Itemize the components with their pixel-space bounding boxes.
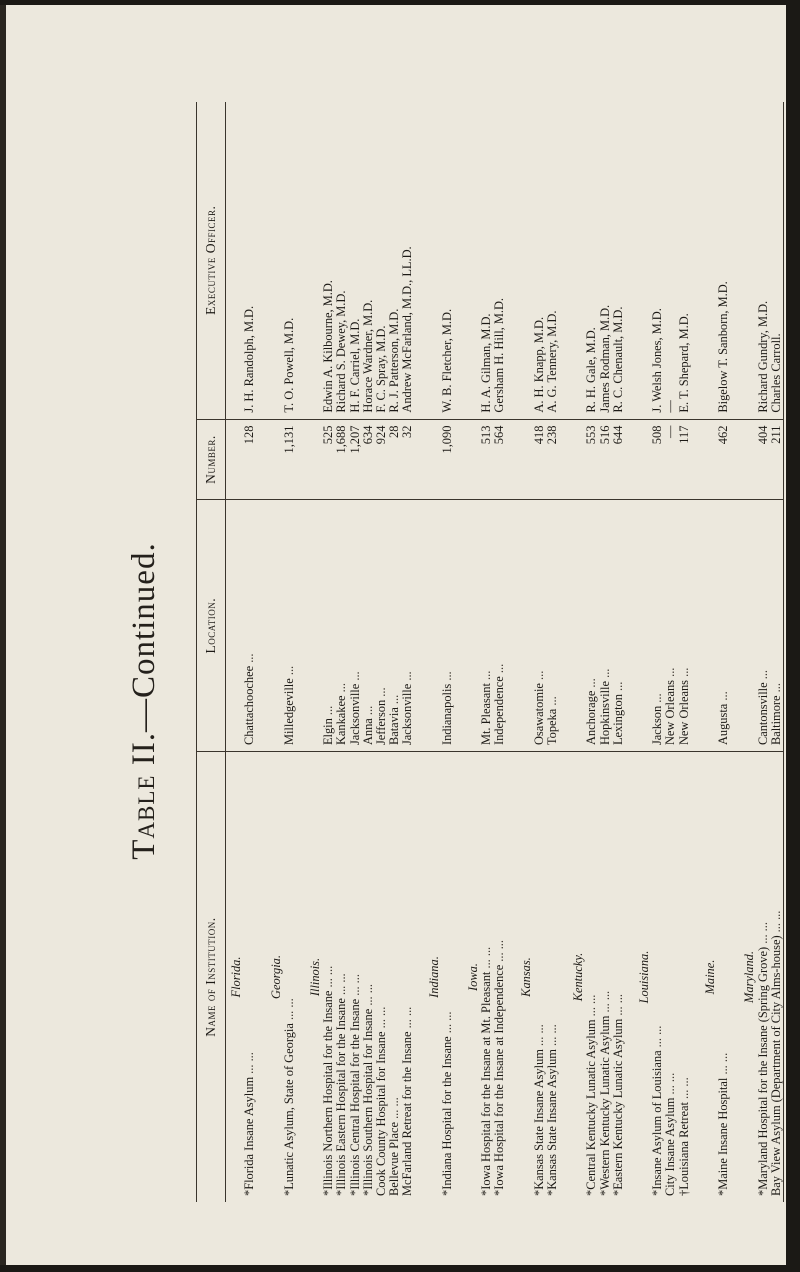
state-heading-row: [516, 102, 533, 1202]
number-cell: 564: [493, 419, 506, 500]
officer-spacer: [424, 102, 441, 419]
number-cell: 462: [717, 419, 730, 500]
location-cell: [441, 500, 454, 752]
location-spacer: [305, 500, 322, 752]
state-heading-row: [700, 102, 717, 1202]
dot-leader: ... ...: [610, 993, 625, 1016]
officer-cell: Horace Wardner, M.D.: [362, 102, 375, 419]
state-heading: Kansas.: [518, 957, 533, 997]
number-cell: 1,131: [283, 419, 296, 500]
dot-leader: ... ...: [360, 983, 375, 1006]
dot-leader: ...: [492, 663, 507, 674]
location-spacer: [634, 500, 651, 752]
gap-cell: [625, 102, 634, 419]
officer-cell: Bigelow T. Sanborn, M.D.: [717, 102, 730, 419]
group-gap: [257, 102, 266, 1202]
dot-leader: ...: [531, 670, 546, 680]
group-gap: [415, 102, 424, 1202]
dot-leader: ... ...: [584, 994, 599, 1017]
gap-cell: [559, 102, 568, 419]
location-name: Elgin: [321, 718, 336, 746]
dot-leader: ... ...: [492, 940, 507, 962]
institution-name: *Iowa Hospital for the Insane at Mt. Pleasant: [479, 971, 494, 1196]
location-name: Jefferson: [374, 699, 389, 746]
gap-cell: [415, 419, 424, 500]
gap-cell: [507, 102, 516, 419]
dot-leader: ...: [347, 671, 362, 681]
location-spacer: [739, 500, 756, 752]
location-spacer: [424, 500, 441, 752]
institution-cell: [401, 752, 414, 1202]
header-number: Number.: [197, 419, 226, 500]
state-heading: Kentucky.: [571, 952, 586, 1002]
gap-cell: [454, 102, 463, 419]
gap-cell: [625, 419, 634, 500]
location-spacer: [266, 500, 283, 752]
dot-leader: ...: [663, 667, 678, 677]
institution-cell: [612, 752, 625, 1202]
location-name: Jacksonville: [400, 683, 415, 746]
number-cell: 525: [322, 419, 335, 500]
dot-leader: ...: [334, 683, 349, 693]
dot-leader: ... ...: [439, 1011, 454, 1034]
location-name: Jacksonville: [347, 683, 362, 746]
location-name: Kankakee: [334, 695, 349, 746]
dot-leader: ...: [479, 670, 494, 680]
header-location: Location.: [197, 500, 226, 752]
institution-name: Cook County Hospital for Insane: [374, 1031, 389, 1196]
dot-leader: ...: [584, 678, 599, 688]
gap-cell: [507, 752, 516, 1202]
location-cell: [717, 500, 730, 752]
state-heading-row: [226, 102, 244, 1202]
dot-leader: ... ...: [400, 1006, 415, 1029]
state-heading: Iowa.: [466, 963, 481, 991]
dot-leader: ...: [374, 687, 389, 697]
institution-name: *Lunatic Asylum, State of Georgia: [281, 1023, 296, 1196]
number-spacer: [739, 419, 756, 500]
gap-cell: [507, 500, 516, 752]
location-name: Anna: [360, 718, 375, 746]
officer-spacer: [516, 102, 533, 419]
gap-cell: [559, 500, 568, 752]
number-cell: 211: [770, 419, 784, 500]
state-heading-row: [266, 102, 283, 1202]
location-name: Batavia: [387, 707, 402, 746]
table-body: [226, 102, 784, 1202]
location-cell: [283, 500, 296, 752]
gap-cell: [257, 500, 266, 752]
number-spacer: [424, 419, 441, 500]
location-spacer: [700, 500, 717, 752]
gap-cell: [691, 102, 700, 419]
number-cell: 634: [362, 419, 375, 500]
officer-cell: Gersham H. Hill, M.D.: [493, 102, 506, 419]
dot-leader: ... ...: [597, 990, 612, 1013]
gap-cell: [559, 419, 568, 500]
officer-cell: R. H. Gale, M.D.: [585, 102, 598, 419]
number-cell: 553: [585, 419, 598, 500]
gap-cell: [691, 500, 700, 752]
group-gap: [454, 102, 463, 1202]
dot-leader: ...: [755, 669, 770, 680]
institution-cell: [243, 752, 256, 1202]
number-spacer: [305, 419, 322, 500]
dot-leader: ...: [242, 653, 257, 663]
location-spacer: [226, 500, 244, 752]
dot-leader: ...: [716, 691, 731, 701]
gap-cell: [507, 419, 516, 500]
location-name: Augusta: [716, 703, 731, 746]
institution-name: *Indiana Hospital for the Insane: [439, 1036, 454, 1196]
number-cell: 516: [599, 419, 612, 500]
gap-cell: [296, 752, 305, 1202]
institution-name: *Illinois Central Hospital for the Insane: [347, 998, 362, 1196]
number-spacer: [266, 419, 283, 500]
number-spacer: [700, 419, 717, 500]
table-row: [283, 102, 296, 1202]
institution-name: *Western Kentucky Lunatic Asylum: [597, 1015, 612, 1196]
state-heading-row: [568, 102, 585, 1202]
header-institution: Name of Institution.: [197, 752, 226, 1202]
table-caption: [126, 136, 163, 1266]
table-row: [243, 102, 256, 1202]
officer-cell: H. A. Gilman, M.D.: [480, 102, 493, 419]
institution-name: *Insane Asylum of Louisiana: [650, 1050, 665, 1196]
gap-cell: [454, 752, 463, 1202]
officer-cell: R. J. Patterson, M.D.: [388, 102, 401, 419]
table-row: [664, 102, 677, 1202]
officer-cell: R. C. Chenault, M.D.: [612, 102, 625, 419]
state-heading-row: [634, 102, 651, 1202]
table-row: [770, 102, 784, 1202]
officer-cell: J. Welsh Jones, M.D.: [651, 102, 664, 419]
table-row: [651, 102, 664, 1202]
group-gap: [691, 102, 700, 1202]
dot-leader: ... ...: [347, 974, 362, 996]
dot-leader: ...: [400, 671, 415, 681]
dot-leader: ... ...: [281, 998, 296, 1021]
location-name: New Orleans: [663, 680, 678, 746]
institution-cell: [546, 752, 559, 1202]
state-heading-row: [739, 102, 756, 1202]
dot-leader: ...: [545, 696, 560, 706]
number-spacer: [634, 419, 651, 500]
gap-cell: [296, 419, 305, 500]
dot-leader: ...: [597, 668, 612, 678]
state-heading: Louisiana.: [637, 950, 652, 1004]
location-name: Baltimore: [768, 695, 783, 746]
dot-leader: ... ...: [531, 1024, 546, 1046]
number-cell: 513: [480, 419, 493, 500]
number-cell: 1,207: [349, 419, 362, 500]
number-cell: 238: [546, 419, 559, 500]
number-spacer: [463, 419, 480, 500]
location-name: Hopkinsville: [597, 681, 612, 746]
dot-leader: ...: [610, 681, 625, 691]
state-heading-row: [305, 102, 322, 1202]
number-cell: 418: [533, 419, 546, 500]
location-name: Jackson: [650, 705, 665, 746]
table-row: [441, 102, 454, 1202]
officer-spacer: [266, 102, 283, 419]
officer-cell: A. G. Tennery, M.D.: [546, 102, 559, 419]
state-heading: Indiana.: [426, 956, 441, 998]
group-gap: [559, 102, 568, 1202]
location-name: Osawatomie: [531, 683, 546, 746]
number-cell: 644: [612, 419, 625, 500]
location-cell: [401, 500, 414, 752]
institution-name: McFarland Retreat for the Insane: [400, 1031, 415, 1196]
dot-leader: ...: [768, 683, 783, 693]
gap-cell: [625, 752, 634, 1202]
scan-edge-bottom: [0, 1265, 800, 1272]
gap-cell: [691, 419, 700, 500]
dot-leader: ...: [439, 671, 454, 681]
location-name: Anchorage: [584, 690, 599, 746]
officer-cell: Edwin A. Kilbourne, M.D.: [322, 102, 335, 419]
dot-leader: ... ...: [374, 1006, 389, 1029]
dot-leader: ... ...: [242, 1052, 257, 1074]
dot-leader: ...: [360, 705, 375, 716]
dot-leader: ...: [281, 665, 296, 676]
number-spacer: [226, 419, 244, 500]
dot-leader: ... ...: [334, 973, 349, 996]
institution-name: City Insane Asylum: [663, 1097, 678, 1196]
dot-leader: ... ...: [545, 1024, 560, 1046]
group-gap: [625, 102, 634, 1202]
state-heading: Georgia.: [268, 955, 283, 999]
gap-cell: [415, 752, 424, 1202]
officer-cell: H. F. Carriel, M.D.: [349, 102, 362, 419]
dot-leader: ...: [321, 705, 336, 716]
dot-leader: ... ...: [479, 946, 494, 969]
officer-spacer: [568, 102, 585, 419]
header-row: [197, 102, 226, 1202]
dot-leader: ...: [676, 667, 691, 677]
gap-cell: [296, 102, 305, 419]
rotated-table-sheet: [6, 4, 786, 1266]
gap-cell: [691, 752, 700, 1202]
location-cell: [493, 500, 506, 752]
officer-spacer: [700, 102, 717, 419]
gap-cell: [730, 500, 739, 752]
officer-cell: W. B. Fletcher, M.D.: [441, 102, 454, 419]
dot-leader: ... ...: [387, 1097, 402, 1119]
location-spacer: [516, 500, 533, 752]
table-row: [678, 102, 691, 1202]
number-cell: 508: [651, 419, 664, 500]
officer-cell: F. C. Spray, M.D.: [375, 102, 388, 419]
officer-cell: Richard Gundry, M.D.: [757, 102, 770, 419]
officer-spacer: [634, 102, 651, 419]
location-cell: [546, 500, 559, 752]
location-name: Independence: [492, 676, 507, 746]
institution-cell: [770, 752, 784, 1202]
institution-name: †Louisiana Retreat: [676, 1102, 691, 1196]
gap-cell: [296, 500, 305, 752]
officer-spacer: [739, 102, 756, 419]
officer-cell: Richard S. Dewey, M.D.: [335, 102, 348, 419]
institutions-table: [196, 102, 784, 1202]
gap-cell: [559, 752, 568, 1202]
gap-cell: [415, 102, 424, 419]
institution-name: *Illinois Northern Hospital for the Insane: [321, 990, 336, 1196]
institution-cell: [717, 752, 730, 1202]
location-name: Mt. Pleasant: [479, 683, 494, 746]
table-row: [612, 102, 625, 1202]
number-cell: 404: [757, 419, 770, 500]
location-cell: [678, 500, 691, 752]
officer-cell: Charles Carroll.: [770, 102, 784, 419]
number-cell: 28: [388, 419, 401, 500]
dot-leader: ... ...: [676, 1077, 691, 1099]
institution-name: *Central Kentucky Lunatic Asylum: [584, 1019, 599, 1196]
institution-name: *Illinois Eastern Hospital for the Insane: [334, 998, 349, 1196]
dot-leader: ...: [387, 694, 402, 705]
number-cell: 32: [401, 419, 414, 500]
dot-leader: ... ...: [321, 965, 336, 988]
institution-cell: [493, 752, 506, 1202]
gap-cell: [454, 500, 463, 752]
location-name: Chattachoochee: [242, 665, 257, 746]
dot-leader: ... ...: [755, 922, 770, 944]
institution-name: Bay View Asylum (Department of City Alms-house): [768, 935, 783, 1196]
dot-leader: ...: [650, 693, 665, 703]
gap-cell: [454, 419, 463, 500]
dot-leader: ... ...: [650, 1025, 665, 1048]
institution-name: *Iowa Hospital for the Insane at Independence: [492, 964, 507, 1196]
location-name: Lexington: [610, 694, 625, 746]
table-row: [493, 102, 506, 1202]
location-name: Milledgeville: [281, 678, 296, 746]
number-spacer: [568, 419, 585, 500]
book-page: [6, 4, 786, 1266]
gap-cell: [415, 500, 424, 752]
number-cell: 1,688: [335, 419, 348, 500]
location-spacer: [463, 500, 480, 752]
table-row: [546, 102, 559, 1202]
officer-cell: T. O. Powell, M.D.: [283, 102, 296, 419]
number-cell: 117: [678, 419, 691, 500]
institution-name: *Illinois Southern Hospital for Insane: [360, 1008, 375, 1196]
institution-name: *Maine Insane Hospital: [716, 1077, 731, 1196]
officer-cell: E. T. Shepard, M.D.: [678, 102, 691, 419]
officer-cell: James Rodman, M.D.: [599, 102, 612, 419]
gap-cell: [257, 752, 266, 1202]
gap-cell: [257, 102, 266, 419]
dot-leader: ... ...: [663, 1072, 678, 1095]
institution-name: *Eastern Kentucky Lunatic Asylum: [610, 1018, 625, 1196]
gap-cell: [730, 419, 739, 500]
officer-spacer: [226, 102, 244, 419]
number-cell: 1,090: [441, 419, 454, 500]
location-cell: [770, 500, 784, 752]
institution-name: *Kansas State Insane Asylum: [531, 1049, 546, 1196]
number-spacer: [516, 419, 533, 500]
state-heading-row: [463, 102, 480, 1202]
institution-name: *Florida Insane Asylum: [242, 1076, 257, 1196]
state-heading: Florida.: [229, 956, 244, 998]
location-name: Indianapolis: [439, 683, 454, 746]
gap-cell: [257, 419, 266, 500]
state-heading: Maine.: [702, 959, 717, 995]
officer-spacer: [305, 102, 322, 419]
officer-cell: —: [664, 102, 677, 419]
number-cell: 924: [375, 419, 388, 500]
caption-rest: II.—Continued.: [126, 542, 162, 775]
dot-leader: ... ...: [716, 1052, 731, 1075]
group-gap: [730, 102, 739, 1202]
institution-cell: [678, 752, 691, 1202]
number-cell: 128: [243, 419, 256, 500]
officer-cell: J. H. Randolph, M.D.: [243, 102, 256, 419]
institution-name: *Kansas State Insane Asylum: [545, 1049, 560, 1196]
institution-cell: [283, 752, 296, 1202]
institution-name: Bellevue Place: [387, 1122, 402, 1196]
gap-cell: [730, 102, 739, 419]
institution-name: *Maryland Hospital for the Insane (Spring Grove): [755, 946, 770, 1196]
location-name: Cantonsville: [755, 682, 770, 746]
scan-edge-right: [786, 0, 800, 1272]
header-officer: Executive Officer.: [197, 102, 226, 419]
table-row: [717, 102, 730, 1202]
location-name: New Orleans: [676, 680, 691, 746]
caption-word: Table: [126, 774, 162, 860]
officer-cell: Andrew McFarland, M.D., LL.D.: [401, 102, 414, 419]
state-heading: Illinois.: [308, 957, 323, 997]
location-spacer: [568, 500, 585, 752]
location-cell: [612, 500, 625, 752]
officer-cell: A. H. Knapp, M.D.: [533, 102, 546, 419]
group-gap: [507, 102, 516, 1202]
gap-cell: [625, 500, 634, 752]
institution-cell: [441, 752, 454, 1202]
location-name: Topeka: [545, 708, 560, 746]
table-row: [401, 102, 414, 1202]
number-cell: —: [664, 419, 677, 500]
officer-spacer: [463, 102, 480, 419]
table-row: [375, 102, 388, 1202]
scan-edge-top: [0, 0, 800, 5]
state-heading-row: [424, 102, 441, 1202]
location-cell: [243, 500, 256, 752]
gap-cell: [730, 752, 739, 1202]
dot-leader: ... ...: [768, 910, 783, 933]
group-gap: [296, 102, 305, 1202]
state-heading: Maryland.: [742, 951, 757, 1003]
